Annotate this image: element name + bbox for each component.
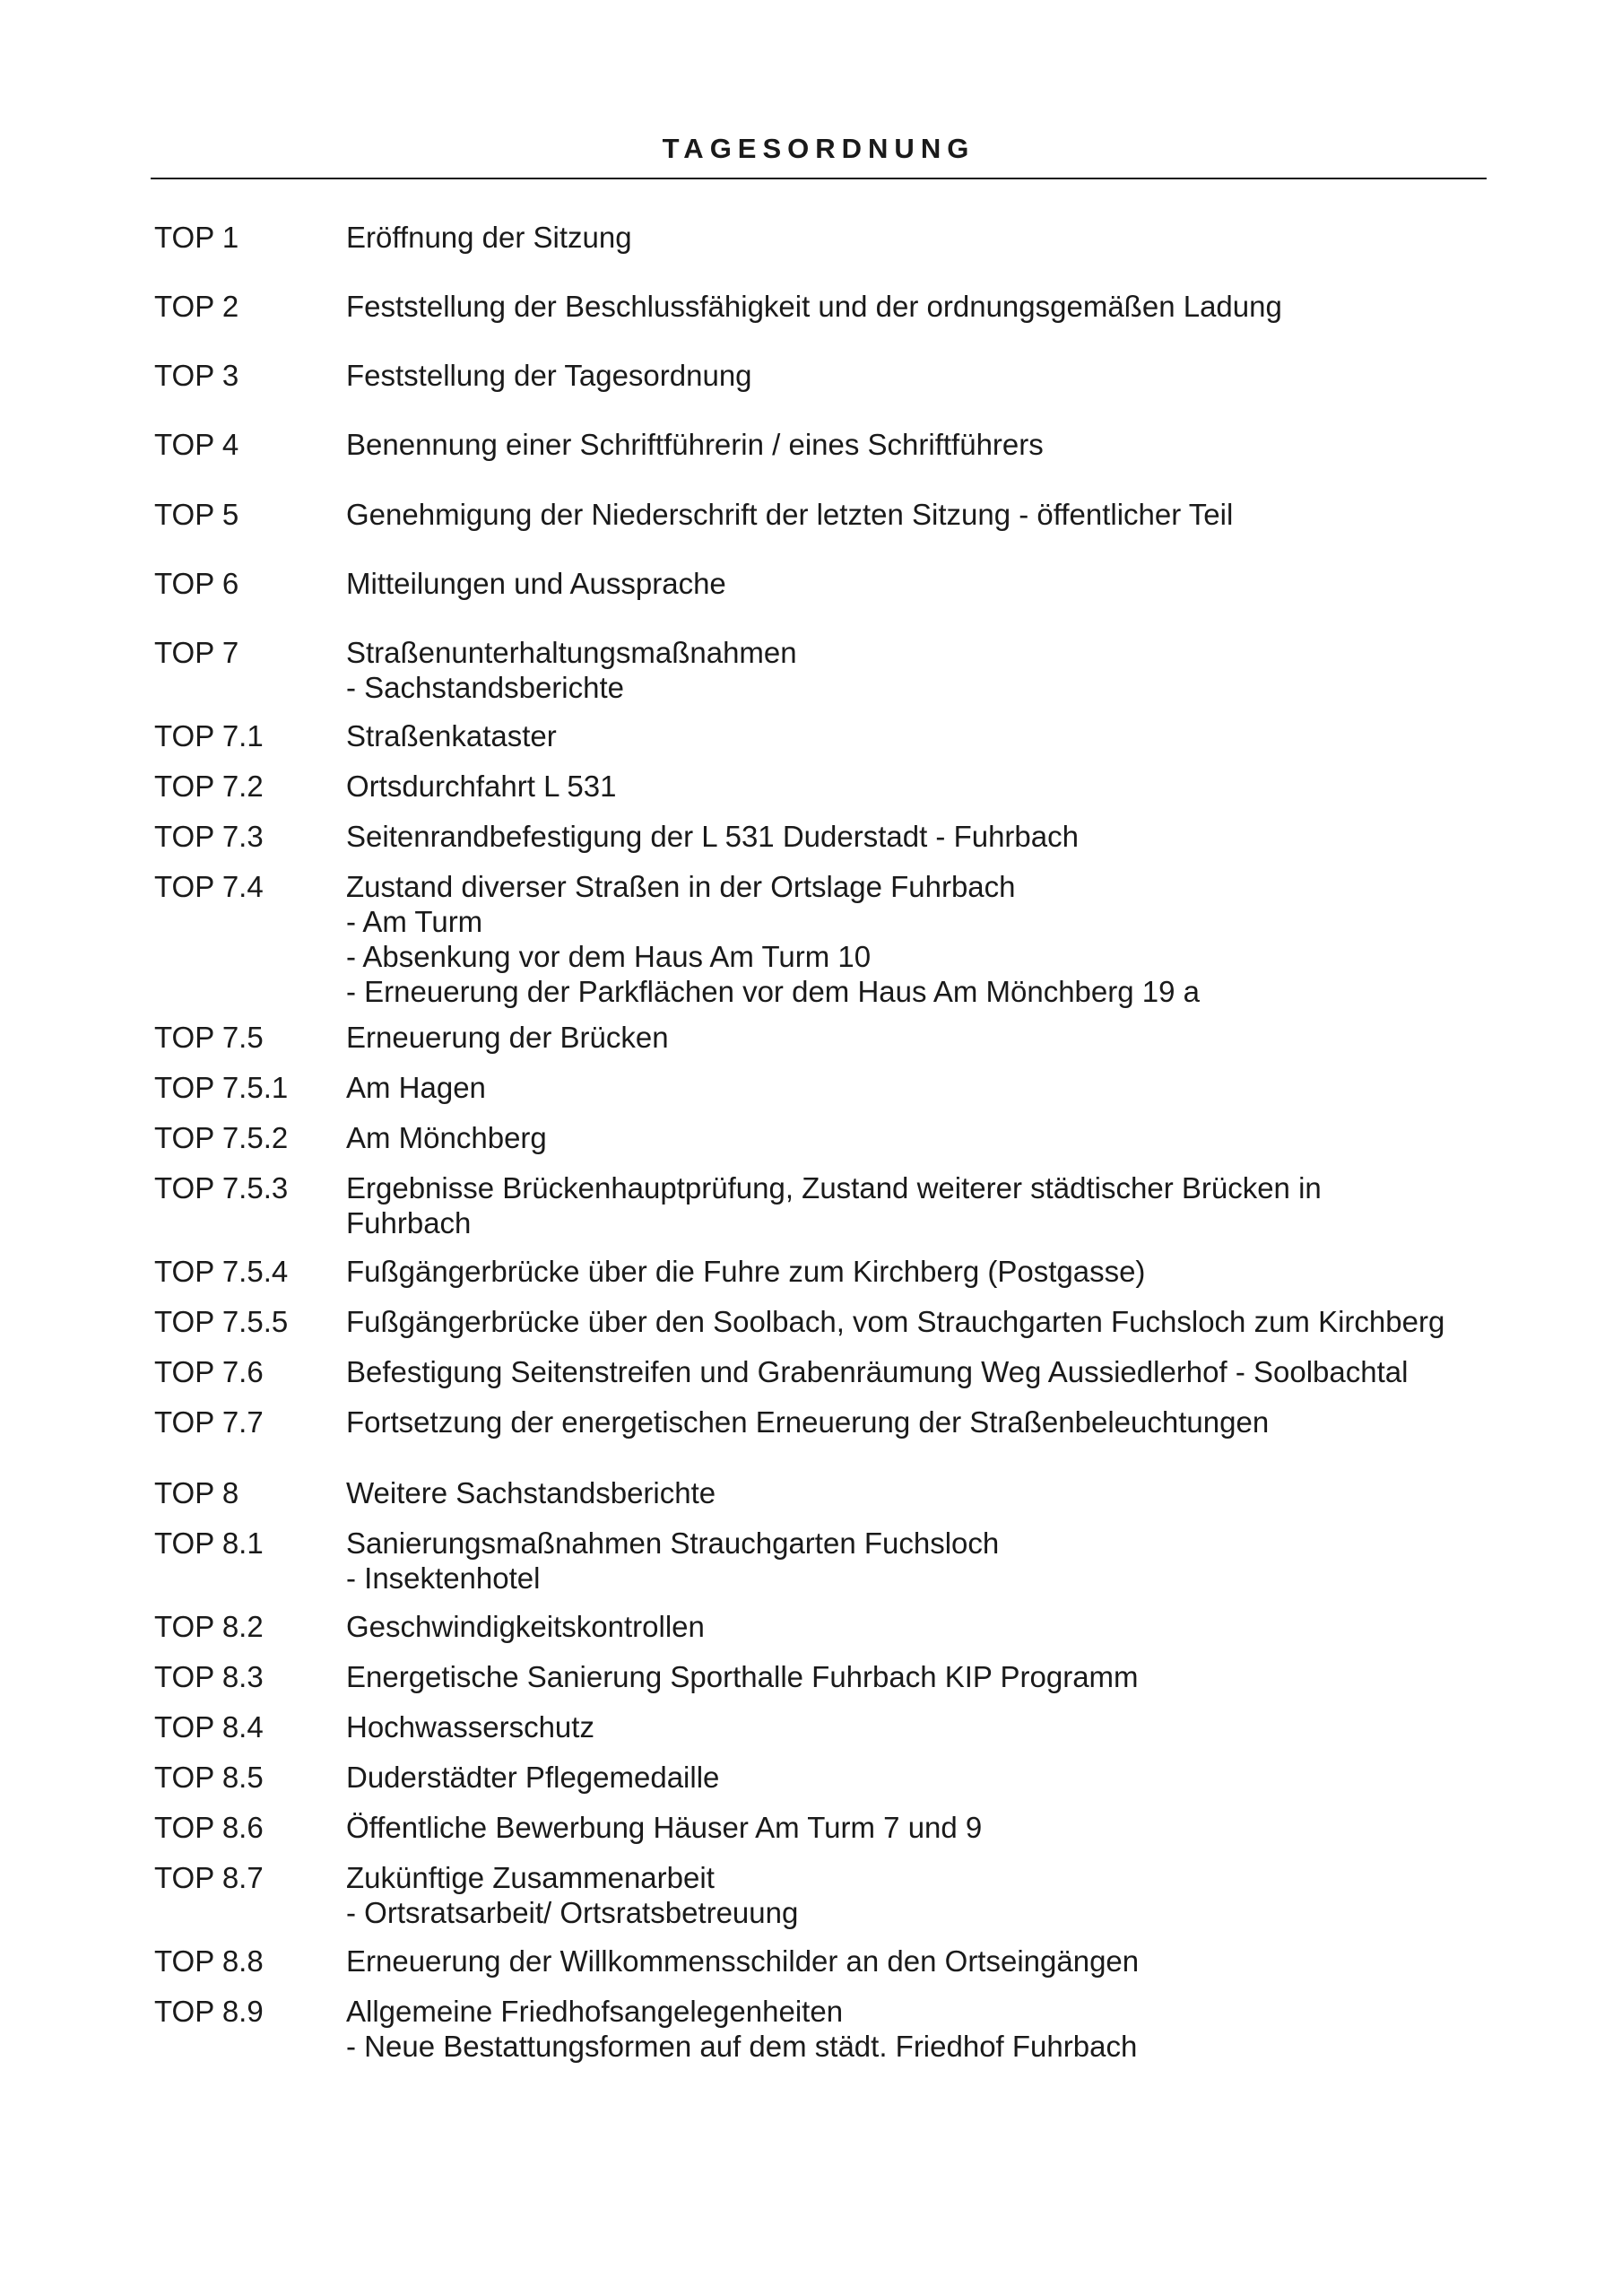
agenda-item-subline: - Neue Bestattungsformen auf dem städt. Friedhof Fuhrbach xyxy=(346,2030,1138,2063)
agenda-item-number: TOP 5 xyxy=(154,498,239,531)
agenda-item xyxy=(154,358,1490,393)
agenda-item-text xyxy=(346,1659,1490,1694)
agenda-item xyxy=(154,220,1490,255)
agenda-item-title: Hochwasserschutz xyxy=(346,1710,594,1744)
agenda-item xyxy=(154,1170,1490,1240)
agenda-item-title: Duderstädter Pflegemedaille xyxy=(346,1761,720,1794)
agenda-item-title: Straßenkataster xyxy=(346,719,557,752)
agenda-item-number: TOP 8.3 xyxy=(154,1660,264,1693)
agenda-item-title: Seitenrandbefestigung der L 531 Duderstadt - Fuhrbach xyxy=(346,820,1079,853)
agenda-item-number: TOP 7 xyxy=(154,636,239,669)
agenda-item-title: Erneuerung der Willkommensschilder an den Ortseingängen xyxy=(346,1944,1140,1978)
agenda-item xyxy=(154,1994,1490,2064)
agenda-item-number: TOP 1 xyxy=(154,221,239,254)
agenda-item-title: Mitteilungen und Aussprache xyxy=(346,567,726,600)
agenda-item-subline: - Am Turm xyxy=(346,905,483,938)
agenda-item-text xyxy=(346,1070,1490,1105)
agenda-item-title: Am Hagen xyxy=(346,1071,486,1104)
agenda-item xyxy=(154,289,1490,324)
agenda-item-subline: - Insektenhotel xyxy=(346,1561,541,1595)
agenda-item-number: TOP 8.2 xyxy=(154,1610,264,1643)
agenda-item xyxy=(154,427,1490,462)
agenda-item xyxy=(154,1659,1490,1694)
agenda-item-text xyxy=(346,1994,1490,2064)
agenda-item-title: Eröffnung der Sitzung xyxy=(346,221,632,254)
agenda-item-text xyxy=(346,1760,1490,1795)
agenda-item-text xyxy=(346,1609,1490,1644)
agenda-item-title: Genehmigung der Niederschrift der letzten Sitzung - öffentlicher Teil xyxy=(346,498,1234,531)
agenda-item-number: TOP 7.5.3 xyxy=(154,1171,289,1205)
agenda-item-number: TOP 7.5.5 xyxy=(154,1305,289,1338)
agenda-item-number: TOP 8.4 xyxy=(154,1710,264,1744)
agenda-item-subline: - Sachstandsberichte xyxy=(346,671,625,704)
agenda-item xyxy=(154,1120,1490,1155)
agenda-item-text xyxy=(346,1475,1490,1510)
agenda-item-title: Sanierungsmaßnahmen Strauchgarten Fuchsloch xyxy=(346,1526,1000,1560)
agenda-item-subline: Fuhrbach xyxy=(346,1206,472,1239)
agenda-item-number: TOP 8.6 xyxy=(154,1811,264,1844)
agenda-item-title: Straßenunterhaltungsmaßnahmen xyxy=(346,636,797,669)
agenda-item-title: Ortsdurchfahrt L 531 xyxy=(346,770,617,803)
agenda-item-title: Erneuerung der Brücken xyxy=(346,1021,669,1054)
agenda-item xyxy=(154,566,1490,601)
agenda-item-text xyxy=(346,1709,1490,1744)
agenda-item-title: Energetische Sanierung Sporthalle Fuhrbach KIP Programm xyxy=(346,1660,1139,1693)
agenda-item-number: TOP 3 xyxy=(154,359,239,392)
agenda-item-text xyxy=(346,1304,1490,1339)
agenda-item xyxy=(154,1020,1490,1055)
agenda-item-title: Zukünftige Zusammenarbeit xyxy=(346,1861,715,1894)
agenda-item-text xyxy=(346,1526,1490,1596)
agenda-item-text xyxy=(346,718,1490,753)
agenda-item-title: Feststellung der Beschlussfähigkeit und der ordnungsgemäßen Ladung xyxy=(346,290,1282,323)
agenda-item-title: Zustand diverser Straßen in der Ortslage Fuhrbach xyxy=(346,870,1016,903)
agenda-item xyxy=(154,1760,1490,1795)
agenda-item-text xyxy=(346,1120,1490,1155)
agenda-item-number: TOP 7.6 xyxy=(154,1355,264,1388)
agenda-item-text xyxy=(346,869,1490,1009)
agenda-item-text xyxy=(346,1810,1490,1845)
agenda-item-subline: - Ortsratsarbeit/ Ortsratsbetreuung xyxy=(346,1896,799,1929)
agenda-item-title: Befestigung Seitenstreifen und Grabenräumung Weg Aussiedlerhof - Soolbachtal xyxy=(346,1355,1409,1388)
agenda-item-title: Fußgängerbrücke über den Soolbach, vom Strauchgarten Fuchsloch zum Kirchberg xyxy=(346,1305,1445,1338)
page-title: TAGESORDNUNG xyxy=(662,133,976,164)
agenda-item-title: Allgemeine Friedhofsangelegenheiten xyxy=(346,1995,844,2028)
agenda-item-title: Geschwindigkeitskontrollen xyxy=(346,1610,705,1643)
agenda-item xyxy=(154,769,1490,804)
agenda-item-number: TOP 7.5 xyxy=(154,1021,264,1054)
agenda-item-text xyxy=(346,819,1490,854)
agenda-item xyxy=(154,1254,1490,1289)
agenda-item-number: TOP 4 xyxy=(154,428,239,461)
agenda-item xyxy=(154,819,1490,854)
agenda-item-number: TOP 8.7 xyxy=(154,1861,264,1894)
agenda-item xyxy=(154,497,1490,532)
agenda-item-text xyxy=(346,497,1490,532)
agenda-item xyxy=(154,1405,1490,1439)
agenda-item xyxy=(154,1304,1490,1339)
agenda-item xyxy=(154,1354,1490,1389)
agenda-item-number: TOP 8.1 xyxy=(154,1526,264,1560)
agenda-item-text xyxy=(346,566,1490,601)
agenda-item-number: TOP 7.1 xyxy=(154,719,264,752)
agenda-item-text xyxy=(346,769,1490,804)
agenda-item xyxy=(154,1609,1490,1644)
agenda-item-text xyxy=(346,1254,1490,1289)
agenda-item-title: Am Mönchberg xyxy=(346,1121,547,1154)
agenda-item-subline: - Absenkung vor dem Haus Am Turm 10 xyxy=(346,940,872,973)
agenda-item-number: TOP 7.2 xyxy=(154,770,264,803)
agenda-item-subline: - Erneuerung der Parkflächen vor dem Haus Am Mönchberg 19 a xyxy=(346,975,1201,1008)
agenda-item-text xyxy=(346,358,1490,393)
agenda-item xyxy=(154,1070,1490,1105)
agenda-item-title: Fortsetzung der energetischen Erneuerung der Straßenbeleuchtungen xyxy=(346,1405,1270,1439)
agenda-item-number: TOP 8.9 xyxy=(154,1995,264,2028)
agenda-item-number: TOP 7.4 xyxy=(154,870,264,903)
agenda-item-text xyxy=(346,635,1490,705)
agenda-item-number: TOP 8 xyxy=(154,1476,239,1509)
agenda-item-text xyxy=(346,1354,1490,1389)
agenda-item-text xyxy=(346,427,1490,462)
agenda-item-title: Ergebnisse Brückenhauptprüfung, Zustand weiterer städtischer Brücken in xyxy=(346,1171,1322,1205)
agenda-item-title: Weitere Sachstandsberichte xyxy=(346,1476,716,1509)
agenda-item-number: TOP 8.8 xyxy=(154,1944,264,1978)
agenda-item-number: TOP 7.5.1 xyxy=(154,1071,289,1104)
agenda-item xyxy=(154,635,1490,705)
agenda-item-text xyxy=(346,1405,1490,1439)
agenda-item xyxy=(154,718,1490,753)
agenda-item-number: TOP 7.5.2 xyxy=(154,1121,289,1154)
agenda-item-text xyxy=(346,220,1490,255)
agenda-item-text xyxy=(346,289,1490,324)
agenda-item-title: Fußgängerbrücke über die Fuhre zum Kirchberg (Postgasse) xyxy=(346,1255,1146,1288)
agenda-item-number: TOP 2 xyxy=(154,290,239,323)
agenda-item-number: TOP 6 xyxy=(154,567,239,600)
agenda-item xyxy=(154,1475,1490,1510)
agenda-item xyxy=(154,1526,1490,1596)
agenda-item-number: TOP 7.5.4 xyxy=(154,1255,289,1288)
agenda-item xyxy=(154,1944,1490,1979)
agenda-item xyxy=(154,1709,1490,1744)
agenda-item-text xyxy=(346,1020,1490,1055)
agenda-item-number: TOP 8.5 xyxy=(154,1761,264,1794)
agenda-item xyxy=(154,1860,1490,1930)
agenda-item-text xyxy=(346,1944,1490,1979)
agenda-item xyxy=(154,869,1490,1009)
agenda-item-title: Benennung einer Schriftführerin / eines Schriftführers xyxy=(346,428,1044,461)
agenda-item-text xyxy=(346,1860,1490,1930)
agenda-item-title: Feststellung der Tagesordnung xyxy=(346,359,752,392)
agenda-item-text xyxy=(346,1170,1490,1240)
title-divider xyxy=(151,178,1487,179)
agenda-item-title: Öffentliche Bewerbung Häuser Am Turm 7 und 9 xyxy=(346,1811,983,1844)
agenda-item-number: TOP 7.7 xyxy=(154,1405,264,1439)
agenda-item-number: TOP 7.3 xyxy=(154,820,264,853)
agenda-item xyxy=(154,1810,1490,1845)
